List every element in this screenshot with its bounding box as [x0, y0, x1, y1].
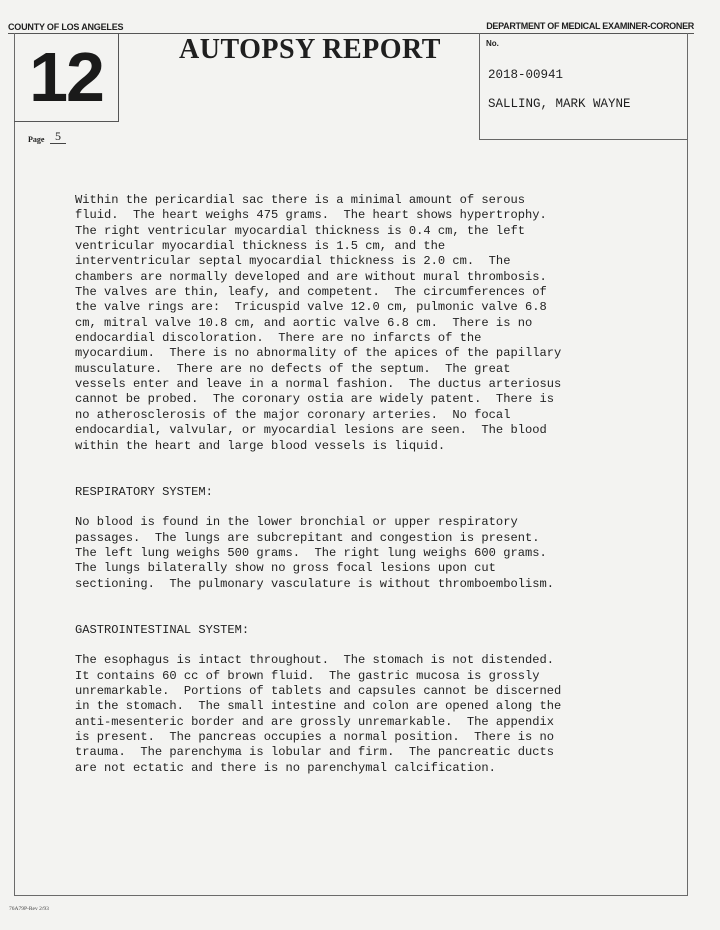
text-line: endocardial, valvular, or myocardial lesions are seen. The blood — [75, 423, 547, 438]
text-line: trauma. The parenchyma is lobular and firm. The pancreatic ducts — [75, 745, 554, 760]
text-line: vessels enter and leave in a normal fashion. The ductus arteriosus — [75, 377, 562, 392]
respiratory-paragraph — [75, 515, 665, 592]
respiratory-heading: RESPIRATORY SYSTEM: — [75, 484, 213, 499]
text-line: It contains 60 cc of brown fluid. The gastric mucosa is grossly — [75, 668, 540, 683]
report-title: AUTOPSY REPORT — [179, 34, 441, 65]
text-line: The valves are thin, leafy, and competent. The circumferences of — [75, 285, 547, 300]
page-label: Page — [28, 135, 45, 144]
case-number: 2018-00941 — [488, 68, 564, 82]
text-line: passages. The lungs are subcrepitant and congestion is present. — [75, 530, 540, 545]
paragraph-gap — [75, 454, 665, 485]
text-line: anti-mesenteric border and are grossly unremarkable. The appendix — [75, 714, 554, 729]
form-number: 12 — [29, 38, 103, 116]
text-line: unremarkable. Portions of tablets and capsules cannot be discerned — [75, 683, 562, 698]
text-line: interventricular septal myocardial thickness is 2.0 cm. The — [75, 254, 511, 269]
case-info-box — [479, 33, 687, 140]
text-line: myocardium. There is no abnormality of the apices of the papillary — [75, 346, 562, 361]
text-line: the valve rings are: Tricuspid valve 12.0 cm, pulmonic valve 6.8 — [75, 300, 547, 315]
text-line: chambers are normally developed and are without mural thrombosis. — [75, 269, 547, 284]
text-line: within the heart and large blood vessels is liquid. — [75, 438, 446, 453]
decedent-name: SALLING, MARK WAYNE — [488, 97, 631, 111]
text-line: cannot be probed. The coronary ostia are widely patent. There is — [75, 392, 554, 407]
paragraph-gap — [75, 638, 665, 653]
text-line: in the stomach. The small intestine and colon are opened along the — [75, 699, 562, 714]
report-body — [75, 193, 665, 776]
header-department: DEPARTMENT OF MEDICAL EXAMINER-CORONER — [486, 21, 694, 31]
text-line: fluid. The heart weighs 475 grams. The heart shows hypertrophy. — [75, 208, 547, 223]
text-line: cm, mitral valve 10.8 cm, and aortic valve 6.8 cm. There is no — [75, 315, 533, 330]
text-line: no atherosclerosis of the major coronary arteries. No focal — [75, 407, 511, 422]
page-number: 5 — [50, 129, 66, 144]
gastrointestinal-paragraph — [75, 653, 665, 776]
paragraph-gap — [75, 592, 665, 623]
text-line: The right ventricular myocardial thickness is 0.4 cm, the left — [75, 223, 525, 238]
text-line: sectioning. The pulmonary vasculature is without thromboembolism. — [75, 576, 554, 591]
text-line: No blood is found in the lower bronchial or upper respiratory — [75, 515, 518, 530]
text-line: are not ectatic and there is no parenchymal calcification. — [75, 760, 496, 775]
form-number-box — [14, 33, 119, 122]
header-county: COUNTY OF LOS ANGELES — [8, 22, 124, 32]
text-line: musculature. There are no defects of the septum. The great — [75, 361, 511, 376]
text-line: is present. The pancreas occupies a normal position. There is no — [75, 729, 554, 744]
gastrointestinal-heading: GASTROINTESTINAL SYSTEM: — [75, 622, 250, 637]
case-number-label: No. — [486, 39, 499, 48]
paragraph-gap — [75, 500, 665, 515]
text-line: Within the pericardial sac there is a minimal amount of serous — [75, 193, 525, 207]
text-line: The esophagus is intact throughout. The stomach is not distended. — [75, 653, 554, 668]
text-line: ventricular myocardial thickness is 1.5 cm, and the — [75, 239, 446, 254]
heart-paragraph — [75, 193, 665, 454]
text-line: endocardial discoloration. There are no infarcts of the — [75, 331, 482, 346]
form-code-footer: 76A79P-Rev 2/93 — [9, 906, 49, 912]
text-line: The lungs bilaterally show no gross focal lesions upon cut — [75, 561, 496, 576]
text-line: The left lung weighs 500 grams. The right lung weighs 600 grams. — [75, 545, 547, 560]
